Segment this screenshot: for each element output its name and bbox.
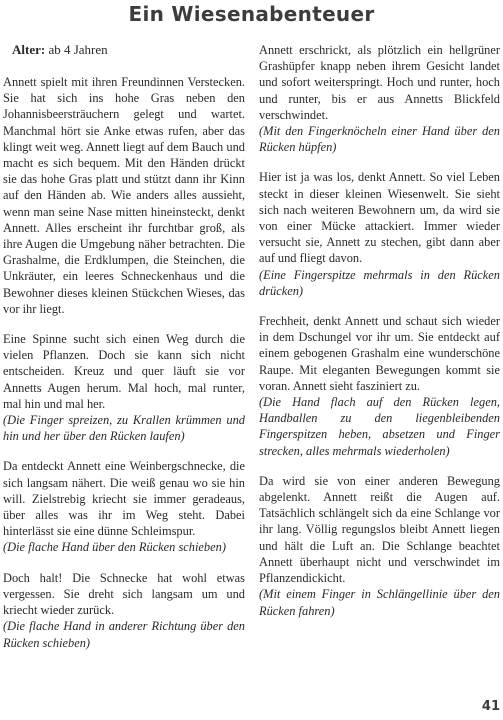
instruction-text: (Eine Fingerspitze mehrmals in den Rücken drücken) (259, 267, 500, 298)
page-title: Ein Wiesenabenteuer (128, 2, 375, 26)
story-paragraph: Doch halt! Die Schnecke hat wohl etwas vergessen. Sie dreht sich langsam um und kriecht wieder zurück. (3, 570, 245, 618)
story-paragraph: Hier ist ja was los, denkt Annett. So viel Leben steckt in dieser kleinen Wiesenwelt. Sie sieht sich nach weiteren Bewohnern um, da wird sie von einer Mücke attackiert. Immer wieder versucht sie, Annett zu stechen, gibt dann aber auf und fliegt davon. (259, 170, 500, 266)
instruction-text: (Die Finger spreizen, zu Krallen krümmen und hin und her über den Rücken laufen) (3, 413, 245, 444)
instruction-text: (Die flache Hand über den Rücken schieben) (3, 540, 226, 555)
story-paragraph: Frechheit, denkt Annett und schaut sich wieder in dem Dschungel vor ihr um. Sie entdeckt auf einem gebogenen Grashalm eine wunderschöne Raupe. Mit eleganten Bewegungen kommt sie voran. Annett sieht fasziniert zu. (259, 314, 500, 393)
instruction-text: (Mit einem Finger in Schlängellinie über den Rücken fahren) (259, 587, 500, 618)
page-number: 41 (481, 699, 500, 714)
story-paragraph: Da entdeckt Annett eine Weinbergschnecke, die sich langsam nähert. Die weiß genau wo sie hin will. Zielstrebig kriecht sie immer geradeaus, über alles was ihr im Weg steht. Dabei hinterlässt sie eine dünne Schleimspur. (3, 459, 245, 539)
instruction-text: (Mit den Fingerknöcheln einer Hand über den Rücken hüpfen) (259, 124, 500, 155)
instruction-text: (Die Hand flach auf den Rücken legen, Handballen zu den liegenbleibenden Fingerspitzen heben, absetzen und Finger strecken, alles mehrmals wiederholen) (259, 395, 500, 458)
right-column (259, 42, 500, 619)
age-line (12, 42, 245, 58)
instruction-text: (Die flache Hand in anderer Richtung über den Rücken schieben) (3, 619, 245, 650)
left-column (3, 42, 245, 651)
age-value: ab 4 Jahren (45, 42, 108, 57)
story-paragraph: Da wird sie von einer anderen Bewegung abgelenkt. Annett reißt die Augen auf. Tatsächlich schlängelt sich da eine Schlange vor ihr lang. Völlig regungslos bleibt Annett liegen und hält die Luft an. Die Schlange beachtet Annett überhaupt nicht und verschwindet im Pflanzendickicht. (259, 473, 500, 586)
story-paragraph: Annett erschrickt, als plötzlich ein hellgrüner Grashüpfer knapp neben ihrem Gesicht landet und sofort weiterspringt. Hoch und runter, hoch und runter, bis er aus Annetts Blickfeld verschwindet. (259, 43, 500, 122)
age-label: Alter: (12, 42, 46, 57)
story-paragraph: Annett spielt mit ihren Freundinnen Verstecken. Sie hat sich ins hohe Gras neben den Johannisbeersträuchern gelegt und wartet. Manchmal hört sie Anke etwas rufen, aber das klingt weit weg. Annett liegt auf dem Bauch und macht es sich bequem. Mit den Händen drückt sie das hohe Gras platt und stützt dann ihr Kinn auf den Händen ab. Wie anders alles aussieht, wenn man seine Nase mitten hineinsteckt, denkt Annett. Alles erscheint ihr furchtbar groß, als ihre Augen die Umgebung näher betrachten. Die Grashalme, die Erdklumpen, die Steinchen, die Unkräuter, ein leeres Schneckenhaus und die Bewohner dieses kleinen Stückchen Wieses, das vor ihr liegt. (3, 75, 245, 316)
story-paragraph: Eine Spinne sucht sich einen Weg durch die vielen Pflanzen. Doch sie kann sich nicht entscheiden. Kreuz und quer läuft sie vor Annetts Augen herum. Mal hoch, mal runter, mal hin und mal her. (3, 332, 245, 411)
